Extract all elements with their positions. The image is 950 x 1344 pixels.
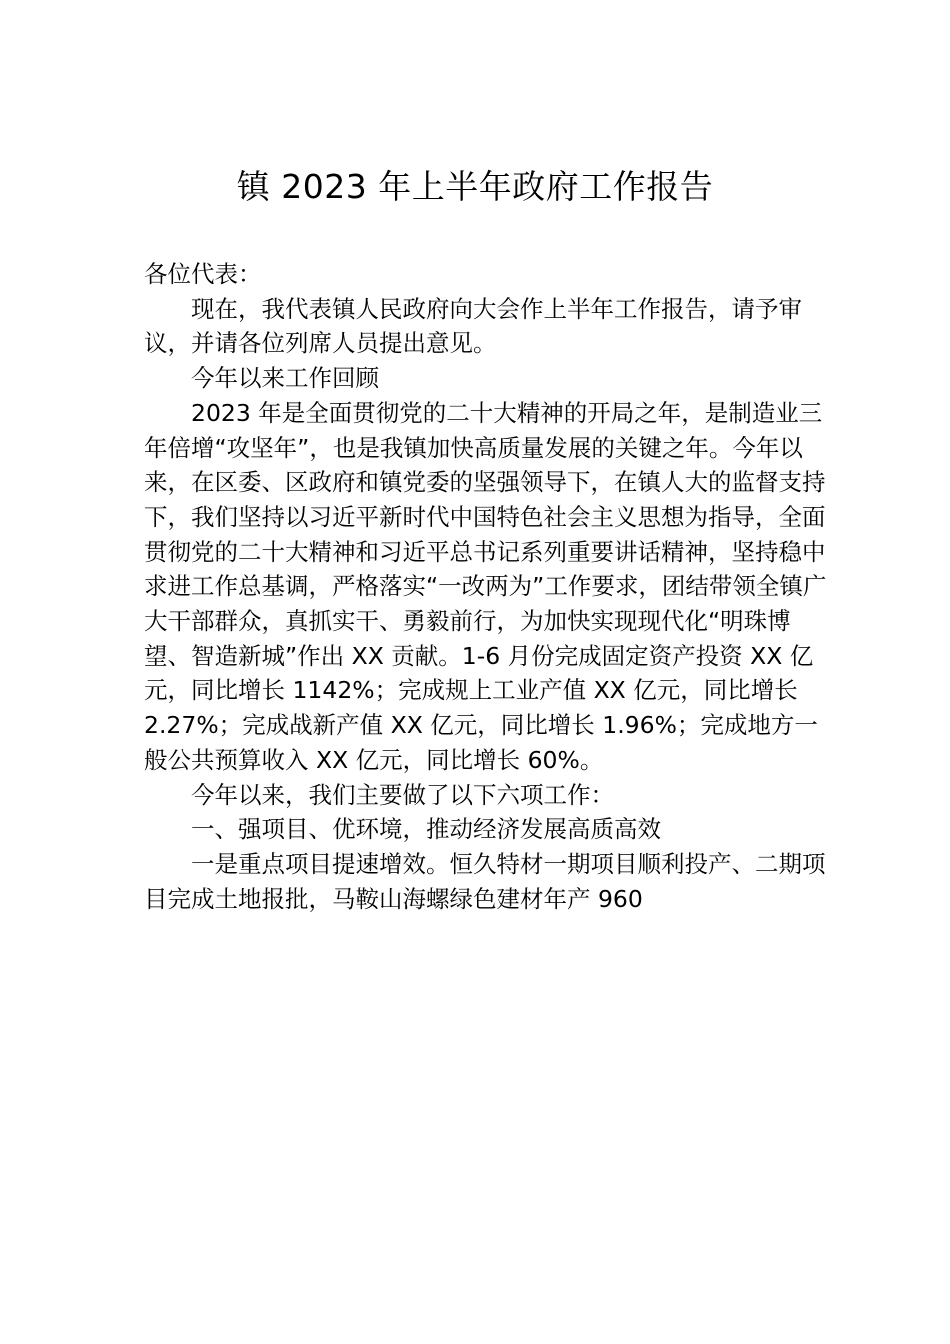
salutation: 各位代表： (144, 260, 262, 288)
section-heading-review: 今年以来工作回顾 (191, 364, 379, 393)
paragraph-key-projects: 一是重点项目提速增效。恒久特材一期项目顺利投产、二期项目完成土地报批，马鞍山海螺绿色建材年产 960 (144, 849, 826, 913)
document-title: 镇 2023 年上半年政府工作报告 (236, 167, 714, 206)
paragraph-opening: 现在，我代表镇人民政府向大会作上半年工作报告，请予审议，并请各位列席人员提出意见。 (144, 294, 802, 358)
paragraph-overview: 2023 年是全面贯彻党的二十大精神的开局之年，是制造业三年倍增“攻坚年”，也是我镇加快高质量发展的关键之年。今年以来，在区委、区政府和镇党委的坚强领导下，在镇人大的监督支持下，我们坚持以习近平新时代中国特色社会主义思想为指导，全面贯彻党的二十大精神和习近平总书记系列重要讲话精神，坚持稳中求进工作总基调，严格落实“一改两为”工作要求，团结带领全镇广大干部群众，真抓实干、勇毅前行，为加快实现现代化“明珠博望、智造新城”作出 XX 贡献。1-6 月份完成固定资产投资 XX 亿元，同比增长 1142%；完成规上工业产值 XX 亿元，同比增长 2.27%；完成战新产值 XX 亿元，同比增长 1.96%；完成地方一般公共预算收入 XX 亿元，同比增长 60%。 (144, 398, 827, 774)
paragraph-six-tasks: 今年以来，我们主要做了以下六项工作： (191, 780, 614, 809)
document-body (144, 257, 834, 916)
section-heading-one: 一、强项目、优环境，推动经济发展高质高效 (191, 815, 661, 844)
